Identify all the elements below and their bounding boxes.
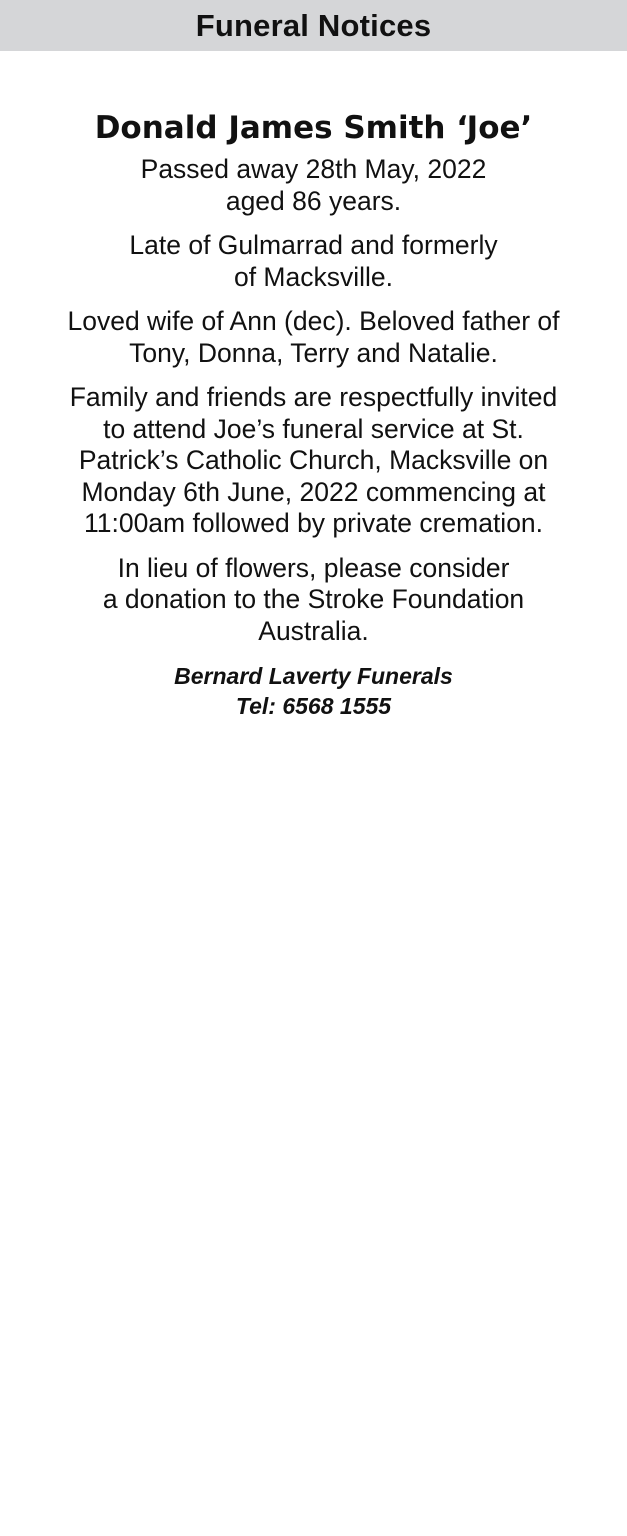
residence-line: of Macksville.: [233, 261, 394, 292]
funeral-director-block: [10, 661, 617, 721]
donation-line: In lieu of flowers, please consider: [117, 552, 510, 583]
family-details: [10, 306, 617, 369]
service-line: Family and friends are respectfully invited: [69, 382, 558, 412]
funeral-notice: [0, 51, 627, 721]
section-title: Funeral Notices: [195, 7, 432, 43]
family-line: Tony, Donna, Terry and Natalie.: [129, 337, 498, 368]
section-header: [0, 0, 627, 51]
deceased-name: Donald James Smith ‘Joe’: [94, 110, 533, 146]
donation-line: a donation to the Stroke Foundation: [102, 584, 525, 614]
residence-details: [10, 230, 617, 293]
residence-line: Late of Gulmarrad and formerly: [129, 230, 498, 260]
family-line: Loved wife of Ann (dec). Beloved father of: [67, 306, 560, 336]
funeral-director-phone: Tel: 6568 1555: [235, 693, 392, 719]
funeral-director-name: Bernard Laverty Funerals: [174, 663, 453, 689]
age-line: aged 86 years.: [225, 185, 402, 216]
passing-details: [10, 154, 617, 217]
service-line: Monday 6th June, 2022 commencing at: [81, 476, 546, 507]
donation-request: [10, 553, 617, 648]
service-line: Patrick’s Catholic Church, Macksville on: [78, 445, 549, 475]
service-line: to attend Joe’s funeral service at St.: [103, 413, 524, 444]
donation-line: Australia.: [258, 615, 369, 646]
service-line: 11:00am followed by private cremation.: [83, 508, 544, 538]
service-details: [10, 382, 617, 540]
passing-date-line: Passed away 28th May, 2022: [140, 154, 487, 184]
